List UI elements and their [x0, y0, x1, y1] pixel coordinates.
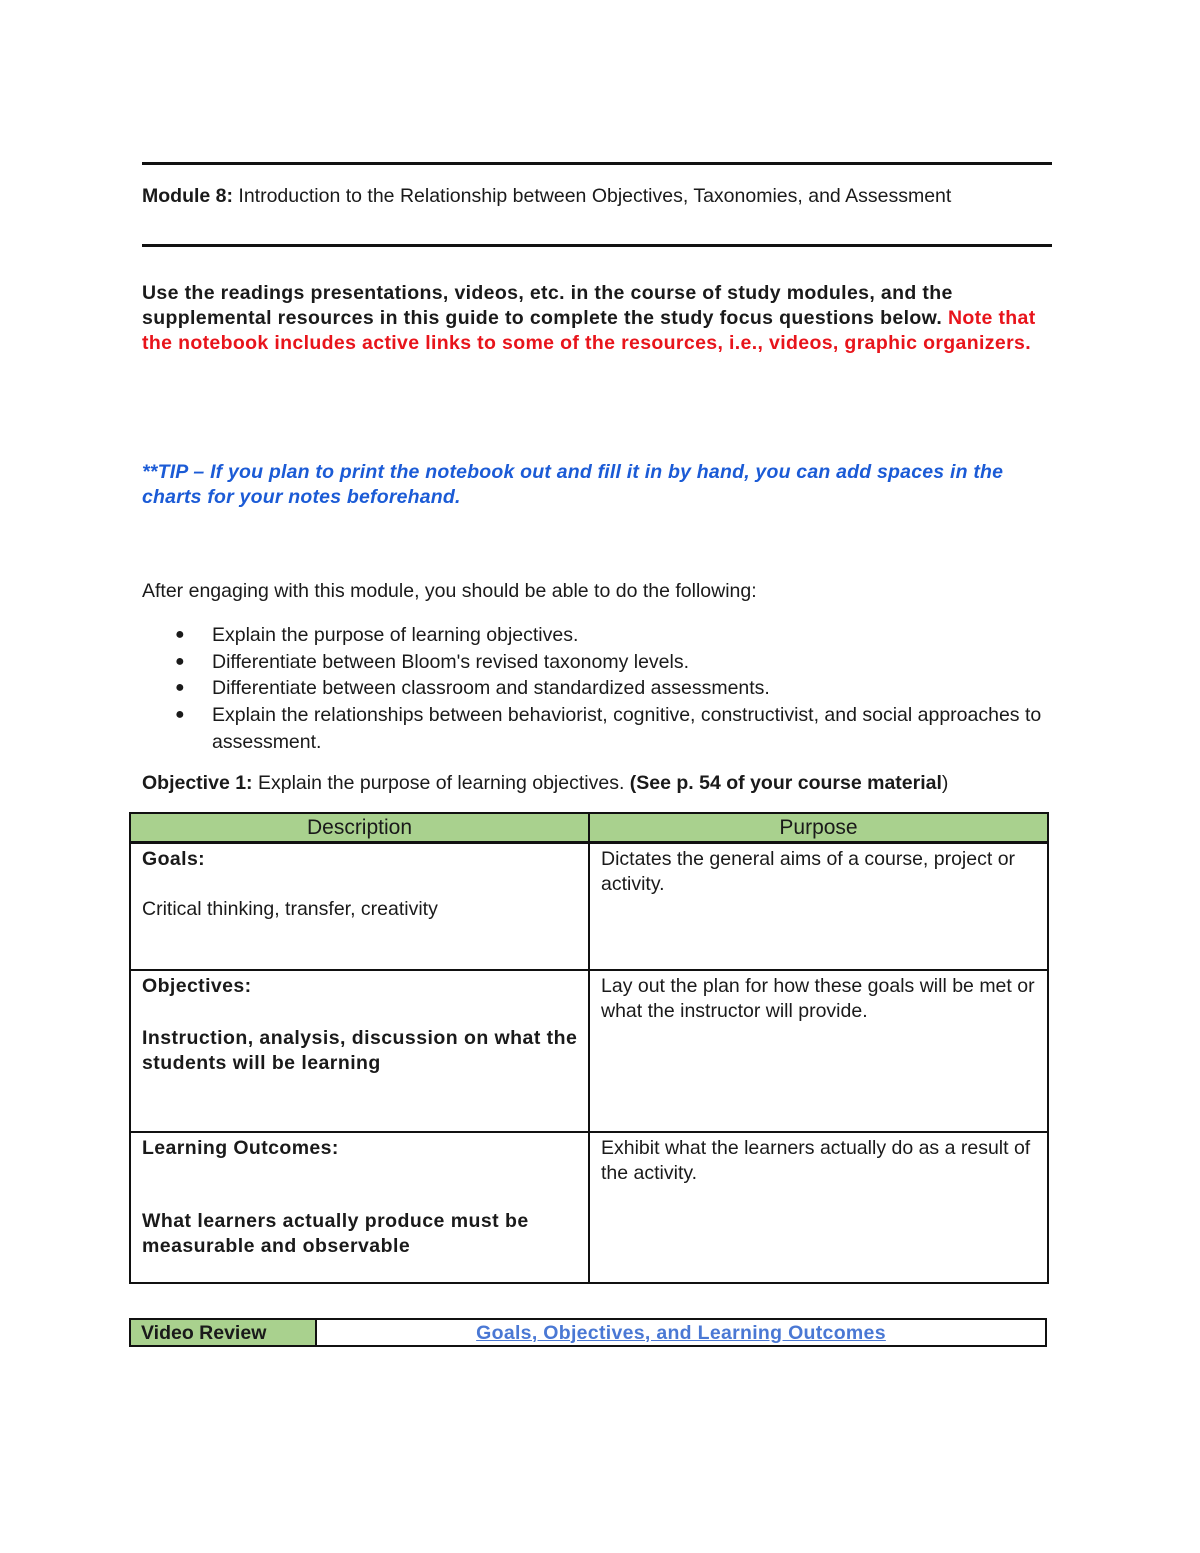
column-header-description: Description: [130, 813, 589, 843]
list-item: ● Differentiate between classroom and standardized assessments.: [142, 675, 1042, 702]
list-item: ● Differentiate between Bloom's revised taxonomy levels.: [142, 649, 1042, 676]
module-title: Introduction to the Relationship between Objectives, Taxonomies, and Assessment: [233, 185, 952, 207]
purpose-cell[interactable]: [589, 843, 1048, 971]
table-row: [130, 1132, 1048, 1283]
video-link-cell: [316, 1319, 1046, 1346]
purpose-text: Lay out the plan for how these goals will be met or what the instructor will provide.: [601, 975, 1035, 1022]
instructions: [142, 281, 1062, 356]
purpose-text: Dictates the general aims of a course, project or activity.: [601, 848, 1016, 895]
objective-1-text: Explain the purpose of learning objectives.: [252, 772, 630, 794]
table-header-row: [130, 813, 1048, 843]
objective-1-reference: (See p. 54 of your course material: [629, 772, 942, 794]
instructions-main: Use the readings presentations, videos, etc. in the course of study modules, and the supplemental resources in this guide to complete the study focus questions below.: [142, 282, 953, 329]
description-cell[interactable]: [130, 1132, 589, 1283]
table-row: [130, 843, 1048, 971]
purpose-text: Exhibit what the learners actually do as a result of the activity.: [601, 1137, 1031, 1184]
purpose-cell[interactable]: [589, 1132, 1048, 1283]
objective-1-heading: [142, 771, 1057, 796]
objectives-list: [142, 622, 1042, 756]
bottom-rule: [142, 244, 1052, 247]
bullet-icon: ●: [175, 679, 185, 697]
description-cell[interactable]: [130, 970, 589, 1132]
module-label: Module 8:: [142, 185, 233, 207]
video-review-label: Video Review: [130, 1319, 316, 1346]
objectives-table: [129, 812, 1049, 1284]
row-title: Objectives:: [142, 975, 252, 997]
top-rule: [142, 162, 1052, 165]
row-title: Learning Outcomes:: [142, 1137, 339, 1159]
description-cell[interactable]: [130, 843, 589, 971]
bullet-icon: ●: [175, 626, 185, 643]
bullet-icon: ●: [175, 652, 185, 670]
table-row: [130, 1319, 1046, 1346]
list-item: ● Explain the relationships between behaviorist, cognitive, constructivist, and social approaches to assessment.: [175, 704, 1042, 753]
objective-1-close: ): [941, 772, 949, 794]
objective-1-label: Objective 1:: [142, 772, 253, 794]
video-link[interactable]: Goals, Objectives, and Learning Outcomes: [476, 1321, 886, 1344]
intro-text: After engaging with this module, you should be able to do the following:: [142, 580, 757, 602]
column-header-purpose: Purpose: [589, 813, 1048, 843]
table-row: [130, 970, 1048, 1132]
row-body: Critical thinking, transfer, creativity: [142, 898, 438, 920]
bullet-icon: ●: [175, 706, 185, 724]
row-body: Instruction, analysis, discussion on what the students will be learning: [142, 1027, 578, 1074]
row-title: Goals:: [142, 848, 206, 870]
purpose-cell[interactable]: [589, 970, 1048, 1132]
row-body: What learners actually produce must be measurable and observable: [142, 1210, 529, 1257]
video-review-table: [129, 1318, 1047, 1347]
instructions-note: Note that the notebook includes active links to some of the resources, i.e., videos, graphic organizers.: [142, 307, 1036, 354]
module-heading: [142, 184, 1057, 209]
tip-text: **TIP – If you plan to print the notebook out and fill it in by hand, you can add spaces in the charts for your notes beforehand.: [142, 461, 1004, 508]
list-item: ● Explain the purpose of learning objectives.: [142, 622, 1042, 649]
